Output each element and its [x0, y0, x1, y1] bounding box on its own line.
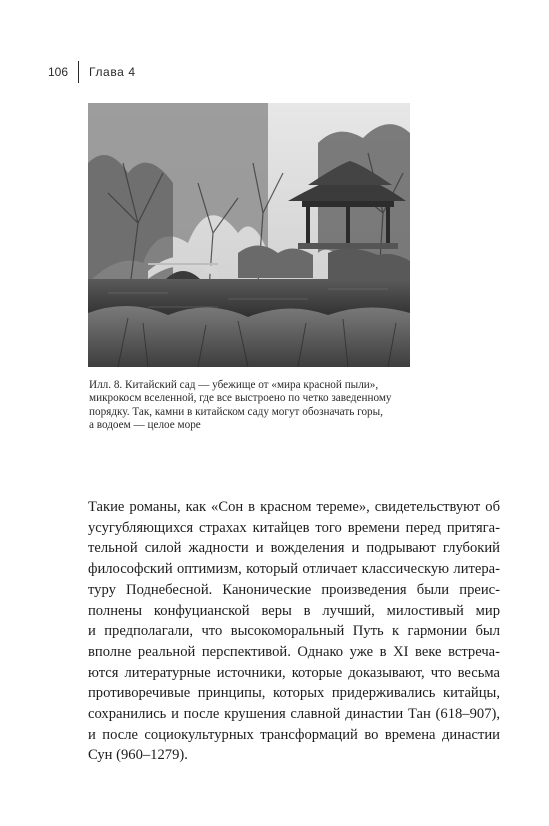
paragraph-line: Сун (960–1279).	[88, 747, 188, 764]
paragraph-line: сохранились и после крушения славной династии Тан (618–907),	[88, 706, 500, 723]
paragraph-line: полнены конфуцианской веры в лучший, милостивый мир	[88, 602, 500, 619]
paragraph-line: Такие романы, как «Сон в красном тереме», свидетельствуют об	[88, 499, 500, 515]
chapter-title: Глава 4	[89, 65, 136, 79]
paragraph-line: философский оптимизм, который отличает классическую литера-	[88, 561, 500, 578]
caption-line: микрокосм вселенной, где все выстроено по четко заведенному	[89, 392, 392, 405]
paragraph-line: туру Поднебесной. Канонические произведения были преис-	[88, 581, 500, 598]
caption-line: Илл. 8. Китайский сад — убежище от «мира красной пыли»,	[89, 379, 379, 391]
caption-line: порядку. Так, камни в китайском саду могут обозначать горы,	[89, 405, 383, 418]
paragraph-line: и предполагали, что высокоморальный Путь к гармонии был	[88, 623, 500, 640]
body-paragraph	[88, 497, 500, 766]
garden-photo-illustration	[88, 103, 410, 367]
garden-photo	[88, 103, 410, 367]
running-head	[48, 61, 136, 83]
header-divider	[78, 61, 79, 83]
page-number: 106	[48, 65, 69, 79]
paragraph-line: ются литературные источники, которые доказывают, что весьма	[88, 664, 500, 681]
paragraph-line: усугубляющихся страхах китайцев того времени перед притяга-	[88, 519, 500, 536]
caption-line: а водоем — целое море	[89, 419, 201, 432]
figure-caption	[89, 379, 429, 433]
paragraph-line: вполне реальной перспективой. Однако уже в XI веке встреча-	[88, 643, 500, 660]
paragraph-line: и после социокультурных трансформаций во времена династии	[88, 726, 500, 743]
paragraph-line: тельной силой жадности и вожделения и подрывают глубокий	[88, 540, 500, 557]
paragraph-line: противоречивые принципы, которых придерживались китайцы,	[88, 685, 500, 702]
